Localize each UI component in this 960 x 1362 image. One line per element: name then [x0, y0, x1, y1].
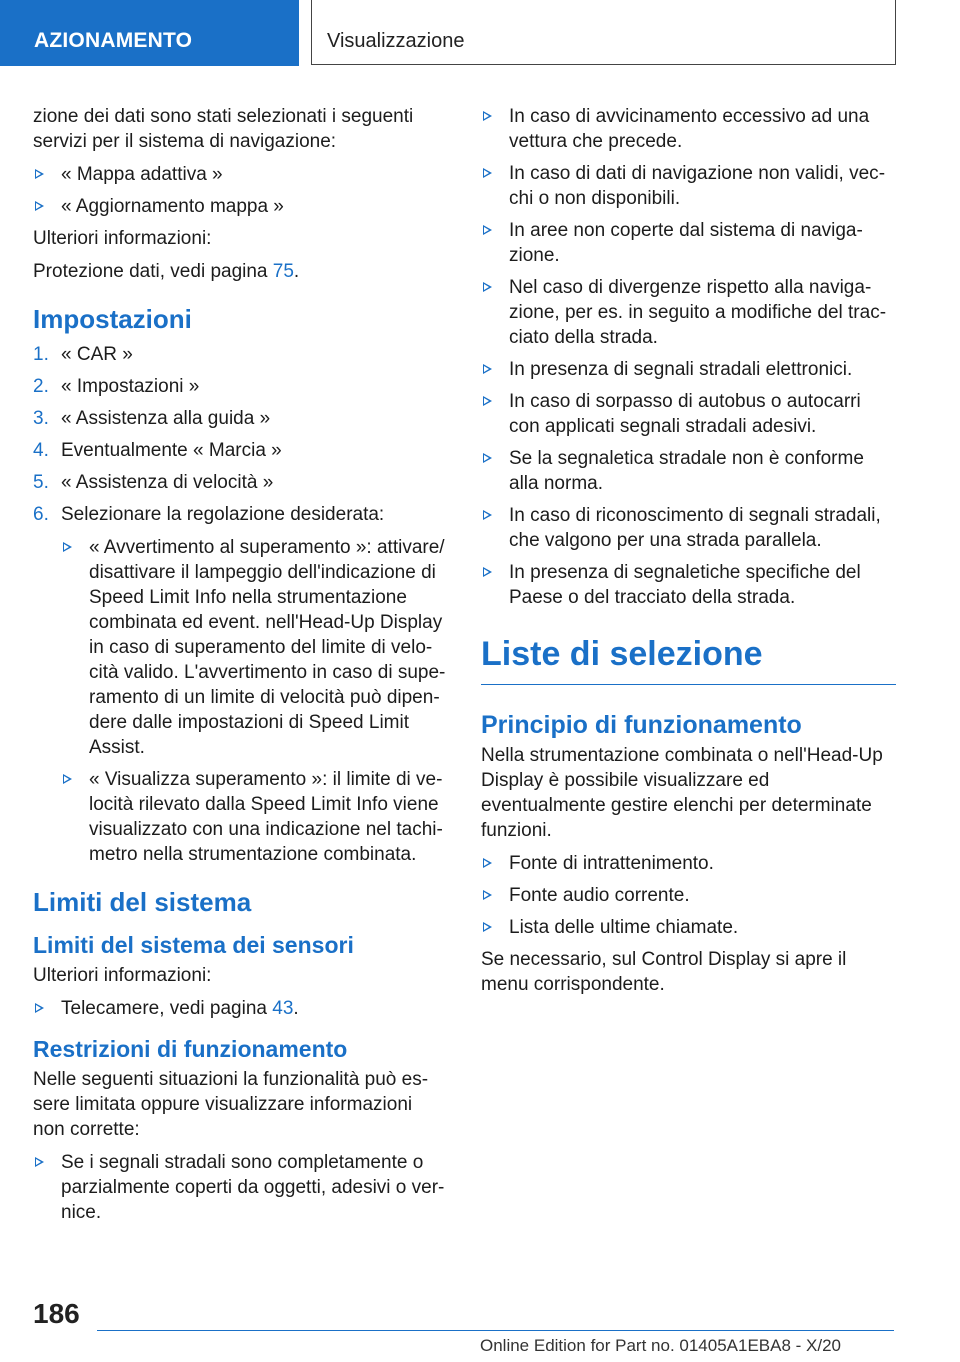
- list-item: « Aggiornamento mappa »: [33, 194, 448, 219]
- principle-text: Nella strumentazione combinata o nell'Head-Up Display è possibile visualizzare ed eventualmente gestire elenchi per determinate funzioni.: [481, 745, 883, 841]
- triangle-bullet-icon: [483, 168, 492, 178]
- header-topic-label: Visualizzazione: [327, 30, 465, 52]
- triangle-bullet-icon: [35, 1157, 44, 1167]
- right-column: [481, 104, 896, 1005]
- list-item: Nel caso di divergenze rispetto alla navigazione, per es. in seguito a modifiche del tracciato della strada.: [481, 275, 896, 350]
- list-item: « Avvertimento al superamento »: attivare/ disattivare il lampeggio dell'indicazione di Speed Limit Info nella strumentazione combinata ed event. nell'Head-Up Display in caso di superamento del limite di velocità valido. L'avvertimento in caso di superamento di un limite di velocità può dipendere dalle impostazioni di Speed Limit Assist.: [61, 535, 448, 760]
- footer-divider: [97, 1330, 894, 1331]
- list-item: In presenza di segnaletiche specifiche del Paese o del tracciato della strada.: [481, 560, 896, 610]
- step-item: 6. Selezionare la regolazione desiderata: « Avvertimento al superamento »: attivare/ disattivare il lampeggio dell'indicazione di Speed Limit Info nella strumentazione combinata ed event. nell'Head-Up Display in caso di superamento del limite di velocità valido. L'avvertimento in caso di superamento di un limite di velocità può dipendere dalle impostazioni di Speed Limit Assist. « Visualizza superamento »: il limite di velocità rilevato dalla Speed Limit Info viene visualizzato con una indicazione nel tachimetro nella strumentazione combinata.: [33, 502, 448, 867]
- restrictions-list-right: [481, 104, 896, 610]
- triangle-bullet-icon: [63, 774, 72, 784]
- camera-page-link[interactable]: 43: [272, 998, 294, 1019]
- triangle-bullet-icon: [483, 922, 492, 932]
- footer-edition: Online Edition for Part no. 01405A1EBA8 - X/20: [480, 1336, 842, 1355]
- step6-options: [61, 535, 448, 867]
- list-item: Se i segnali stradali sono completamente o parzialmente coperti da oggetti, adesivi o vernice.: [33, 1150, 448, 1225]
- restrictions-list-left: [33, 1150, 448, 1225]
- list-item: Lista delle ultime chiamate.: [481, 915, 896, 940]
- step-item: 2. « Impostazioni »: [33, 376, 200, 397]
- lists-examples: [481, 851, 896, 940]
- step-item: 3. « Assistenza alla guida »: [33, 408, 271, 429]
- list-item: In aree non coperte dal sistema di navigazione.: [481, 218, 896, 268]
- triangle-bullet-icon: [35, 169, 44, 179]
- more-info-label: Ulteriori informazioni:: [33, 965, 212, 986]
- triangle-bullet-icon: [483, 111, 492, 121]
- selection-lists-heading: Liste di selezione: [481, 634, 896, 685]
- triangle-bullet-icon: [35, 201, 44, 211]
- list-item: In caso di avvicinamento eccessivo ad una vettura che precede.: [481, 104, 896, 154]
- triangle-bullet-icon: [63, 542, 72, 552]
- triangle-bullet-icon: [483, 510, 492, 520]
- sensor-limits-heading: Limiti del sistema dei sensori: [33, 932, 354, 958]
- step-item: 1. « CAR »: [33, 344, 133, 365]
- step-item: 5. « Assistenza di velocità »: [33, 472, 274, 493]
- triangle-bullet-icon: [483, 858, 492, 868]
- list-item: Telecamere, vedi pagina 43.: [33, 996, 448, 1021]
- triangle-bullet-icon: [483, 364, 492, 374]
- list-item: In caso di riconoscimento di segnali stradali, che valgono per una strada parallela.: [481, 503, 896, 553]
- camera-list: [33, 996, 448, 1021]
- principle-heading: Principio di funzionamento: [481, 711, 802, 739]
- triangle-bullet-icon: [483, 225, 492, 235]
- list-item: In presenza di segnali stradali elettronici.: [481, 357, 896, 382]
- more-info-label: Ulteriori informazioni:: [33, 228, 212, 249]
- triangle-bullet-icon: [483, 282, 492, 292]
- restrictions-heading: Restrizioni di funzionamento: [33, 1036, 348, 1062]
- triangle-bullet-icon: [483, 453, 492, 463]
- header-topic-box: [311, 0, 896, 65]
- closing-text: Se necessario, sul Control Display si apre il menu corrispondente.: [481, 949, 847, 995]
- list-item: Fonte audio corrente.: [481, 883, 896, 908]
- restrictions-intro: Nelle seguenti situazioni la funzionalità può essere limitata oppure visualizzare informazioni non corrette:: [33, 1069, 429, 1140]
- list-item: In caso di dati di navigazione non validi, vecchi o non disponibili.: [481, 161, 896, 211]
- services-list: [33, 162, 448, 219]
- step-item: 4. Eventualmente « Marcia »: [33, 440, 282, 461]
- list-item: Fonte di intrattenimento.: [481, 851, 896, 876]
- privacy-reference: Protezione dati, vedi pagina 75.: [33, 261, 300, 282]
- intro-text: zione dei dati sono stati selezionati i seguenti servizi per il sistema di navigazione:: [33, 106, 414, 152]
- header-section-tab: [0, 0, 299, 66]
- triangle-bullet-icon: [483, 567, 492, 577]
- header-section-label: AZIONAMENTO: [34, 29, 193, 52]
- settings-steps: [33, 342, 448, 867]
- list-item: « Visualizza superamento »: il limite di velocità rilevato dalla Speed Limit Info viene visualizzato con una indicazione nel tachimetro nella strumentazione combinata.: [61, 767, 448, 867]
- triangle-bullet-icon: [483, 396, 492, 406]
- list-item: Se la segnaletica stradale non è conforme alla norma.: [481, 446, 896, 496]
- list-item: « Mappa adattiva »: [33, 162, 448, 187]
- privacy-page-link[interactable]: 75: [272, 261, 294, 282]
- triangle-bullet-icon: [35, 1003, 44, 1013]
- page-number: 186: [33, 1298, 80, 1329]
- list-item: In caso di sorpasso di autobus o autocarri con applicati segnali stradali adesivi.: [481, 389, 896, 439]
- left-column: [33, 104, 448, 1232]
- system-limits-heading: Limiti del sistema: [33, 887, 252, 917]
- settings-heading: Impostazioni: [33, 304, 192, 334]
- triangle-bullet-icon: [483, 890, 492, 900]
